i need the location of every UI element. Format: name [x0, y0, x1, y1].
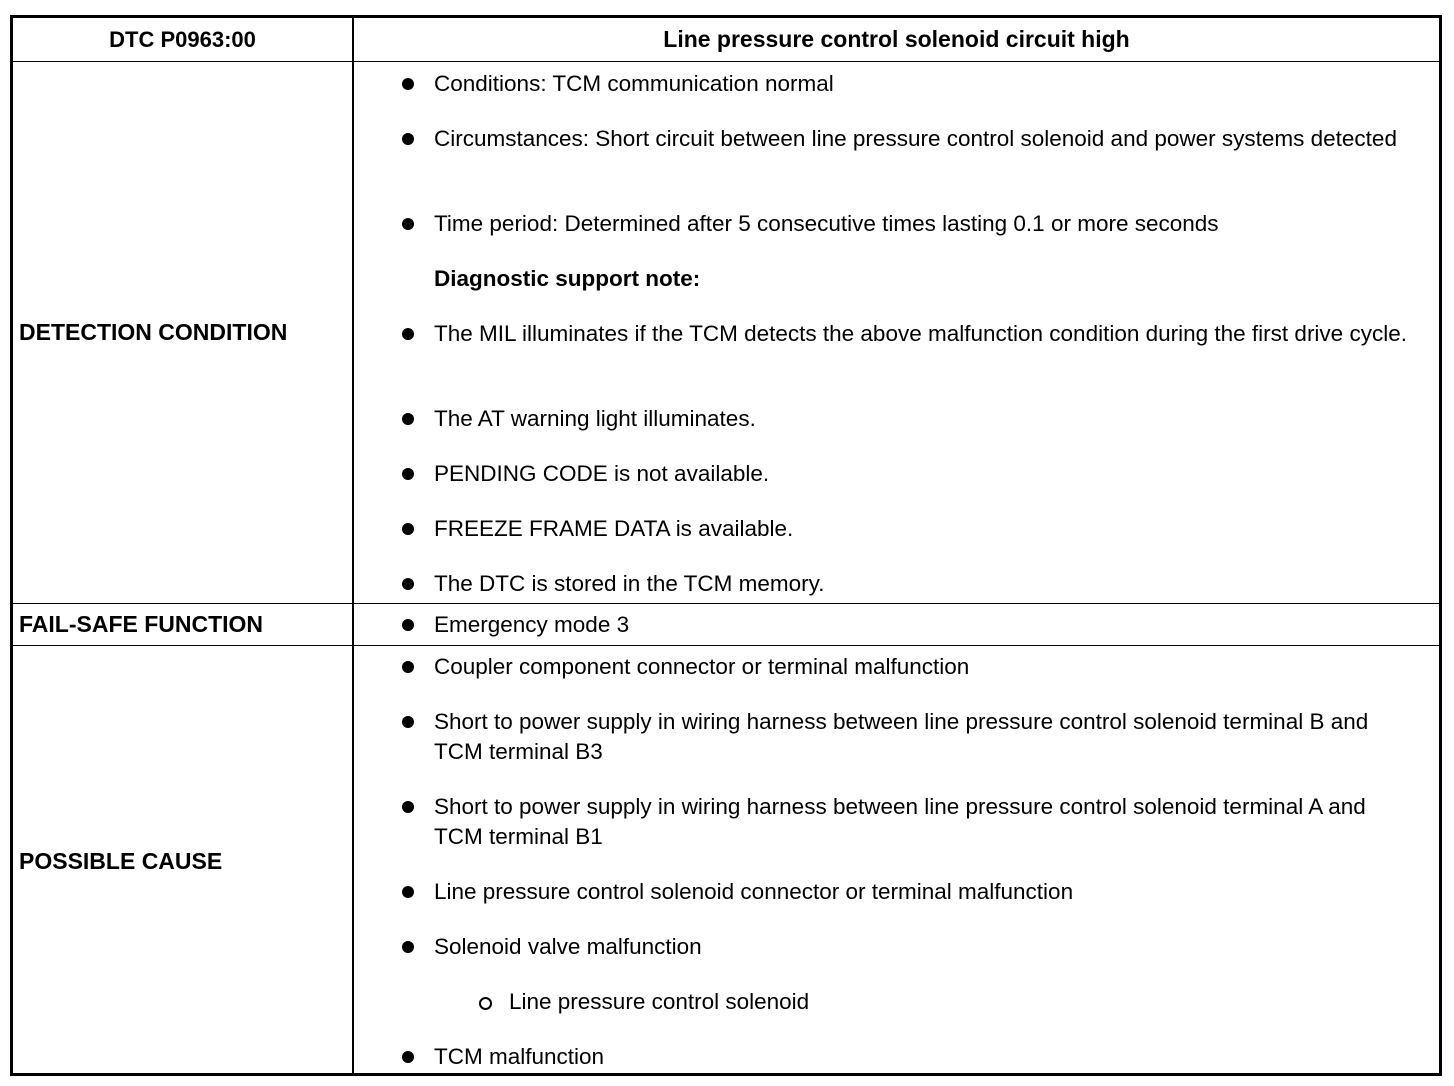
- bullet-icon: [402, 716, 414, 728]
- bullet-icon: [402, 523, 414, 535]
- bullet-icon: [402, 78, 414, 90]
- list-item: Emergency mode 3: [434, 610, 1409, 640]
- list-item: Line pressure control solenoid connector or terminal malfunction: [434, 877, 1409, 907]
- list-item: Short to power supply in wiring harness between line pressure control solenoid terminal A and TCM terminal B1: [434, 792, 1409, 852]
- bullet-icon: [402, 619, 414, 631]
- list-item: The DTC is stored in the TCM memory.: [434, 569, 1409, 599]
- bullet-icon: [402, 328, 414, 340]
- bullet-icon: [402, 218, 414, 230]
- list-item: Conditions: TCM communication normal: [434, 69, 1409, 99]
- possible-cause-content: [354, 646, 1439, 1076]
- hollow-bullet-icon: [479, 997, 492, 1010]
- list-item: Short to power supply in wiring harness between line pressure control solenoid terminal B and TCM terminal B3: [434, 707, 1409, 767]
- list-item: Time period: Determined after 5 consecutive times lasting 0.1 or more seconds: [434, 209, 1409, 239]
- list-item: Circumstances: Short circuit between line pressure control solenoid and power systems detected: [434, 124, 1409, 154]
- bullet-icon: [402, 941, 414, 953]
- list-item: The MIL illuminates if the TCM detects the above malfunction condition during the first drive cycle.: [434, 319, 1409, 349]
- list-item: PENDING CODE is not available.: [434, 459, 1409, 489]
- diagnostic-support-note-heading: Diagnostic support note:: [434, 266, 701, 291]
- bullet-icon: [402, 661, 414, 673]
- fail-safe-content: [354, 604, 1439, 645]
- bullet-icon: [402, 1051, 414, 1063]
- fail-safe-label: FAIL-SAFE FUNCTION: [19, 611, 264, 637]
- list-item: The AT warning light illuminates.: [434, 404, 1409, 434]
- bullet-icon: [402, 133, 414, 145]
- bullet-icon: [402, 413, 414, 425]
- detection-condition-content: [354, 62, 1439, 603]
- list-item: Coupler component connector or terminal malfunction: [434, 652, 1409, 682]
- dtc-table: [10, 15, 1442, 1076]
- bullet-icon: [402, 801, 414, 813]
- bullet-icon: [402, 468, 414, 480]
- table-header-row: [13, 18, 1439, 62]
- bullet-icon: [402, 886, 414, 898]
- fail-safe-row: [13, 604, 1439, 646]
- bullet-icon: [402, 578, 414, 590]
- dtc-code: DTC P0963:00: [109, 26, 256, 52]
- list-item: FREEZE FRAME DATA is available.: [434, 514, 1409, 544]
- possible-cause-label: POSSIBLE CAUSE: [19, 847, 223, 874]
- detection-condition-row: [13, 62, 1439, 604]
- list-item: Solenoid valve malfunction: [434, 932, 1409, 962]
- sub-list-item: Line pressure control solenoid: [509, 987, 1409, 1017]
- list-item: TCM malfunction: [434, 1042, 1409, 1072]
- detection-condition-label: DETECTION CONDITION: [19, 319, 288, 345]
- possible-cause-row: [13, 646, 1439, 1076]
- dtc-title: Line pressure control solenoid circuit high: [663, 26, 1130, 52]
